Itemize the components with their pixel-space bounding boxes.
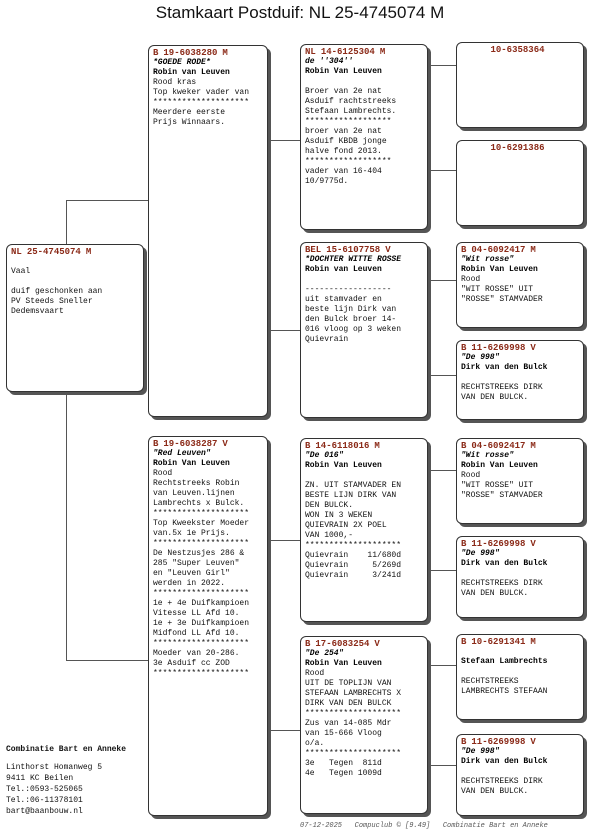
connector	[428, 375, 456, 376]
pigeon-name: *DOCHTER WITTE ROSSE	[305, 255, 402, 264]
pigeon-notes: RECHTSTREEKS DIRK VAN DEN BULCK.	[461, 383, 543, 402]
great-grandparent-card[interactable]	[456, 734, 584, 816]
pigeon-owner: Robin Van Leuven	[305, 461, 382, 470]
pigeon-owner: Dirk van den Bulck	[461, 363, 548, 372]
connector	[428, 665, 456, 666]
pigeon-notes: ------------------ uit stamvader en beste lijn Dirk van den Bulck broer 14- 016 vloog op 3 weken Quievrain	[305, 285, 402, 344]
breeder-street: Linthorst Homanweg 5	[6, 763, 103, 772]
pigeon-owner: Robin Van Leuven	[305, 67, 382, 76]
sire-sire-card[interactable]	[300, 44, 428, 230]
connector	[268, 540, 300, 541]
ring-header: BEL 15-6107758 V	[305, 245, 391, 255]
pigeon-owner: Robin van Leuven	[305, 265, 382, 274]
ring-header: B 11-6269998 V	[461, 539, 536, 549]
breeder-city: 9411 KC Beilen	[6, 774, 74, 783]
pigeon-notes: Broer van 2e nat Asduif rachtstreeks Stefaan Lambrechts. ****************** broer van 2e nat Asduif KBDB jonge halve fond 2013. ****************** vader van 16-404 10/9775d.	[305, 87, 397, 186]
connector	[268, 730, 300, 731]
ring-header: B 11-6269998 V	[461, 737, 536, 747]
footer-owner: Combinatie Bart en Anneke	[442, 822, 548, 830]
print-date: 07-12-2025	[300, 822, 343, 830]
ring-header: B 10-6291341 M	[461, 637, 536, 647]
pigeon-name: *GOEDE RODE*	[153, 58, 211, 67]
breeder-phone: Tel.:0593-525065	[6, 785, 83, 794]
pigeon-name: "Wit rosse"	[461, 255, 514, 264]
great-grandparent-card[interactable]	[456, 536, 584, 618]
pigeon-owner: Dirk van den Bulck	[461, 757, 548, 766]
pigeon-owner: Robin Van Leuven	[461, 265, 538, 274]
pigeon-notes: Rood kras Top kweker vader van ******************** Meerdere eerste Prijs Winnaars.	[153, 78, 250, 127]
pigeon-name: de ''304''	[305, 57, 354, 66]
connector	[66, 200, 67, 245]
page-title: Stamkaart Postduif: NL 25-4745074 M	[155, 3, 445, 22]
great-grandparent-card[interactable]	[456, 634, 584, 720]
connector	[268, 330, 300, 331]
pigeon-name: "De 998"	[461, 747, 500, 756]
main-pigeon-card[interactable]	[6, 244, 144, 392]
breeder-info	[6, 744, 126, 817]
connector	[268, 140, 300, 141]
ring-header: B 17-6083254 V	[305, 639, 380, 649]
connector	[428, 280, 456, 281]
dam-dam-card[interactable]	[300, 636, 428, 814]
print-footer	[300, 822, 548, 830]
pigeon-owner: Stefaan Lambrechts	[461, 657, 548, 666]
great-grandparent-card[interactable]	[456, 42, 584, 128]
pigeon-name: "De 998"	[461, 549, 500, 558]
pigeon-notes: ZN. UIT STAMVADER EN BESTE LIJN DIRK VAN DEN BULCK. WON IN 3 WEKEN QUIEVRAIN 2X POEL VAN 1000,- ******************** Quievrain 11/680d Quievrain 5/269d Quievrain 3/241d	[305, 481, 402, 580]
dam-sire-card[interactable]	[300, 438, 428, 622]
software-credit: Compuclub © [9.49]	[354, 822, 431, 830]
dam-card[interactable]	[148, 436, 268, 816]
connector	[66, 390, 67, 660]
great-grandparent-card[interactable]	[456, 340, 584, 420]
ring-header: B 14-6118016 M	[305, 441, 380, 451]
pigeon-notes: RECHTSTREEKS DIRK VAN DEN BULCK.	[461, 579, 543, 598]
connector	[428, 65, 456, 66]
pigeon-owner: Robin Van Leuven	[153, 459, 230, 468]
great-grandparent-card[interactable]	[456, 242, 584, 328]
connector	[428, 765, 456, 766]
connector	[66, 660, 148, 661]
pigeon-owner: Dirk van den Bulck	[461, 559, 548, 568]
pigeon-notes: Rood "WIT ROSSE" UIT "ROSSE" STAMVADER	[461, 275, 543, 304]
connector	[428, 470, 456, 471]
pigeon-notes: RECHTSTREEKS LAMBRECHTS STEFAAN	[461, 677, 548, 696]
pigeon-owner: Robin Van Leuven	[461, 461, 538, 470]
great-grandparent-card[interactable]	[456, 140, 584, 226]
connector	[428, 170, 456, 171]
pigeon-name: "De 254"	[305, 649, 344, 658]
pigeon-name: "Red Leuven"	[153, 449, 211, 458]
pigeon-notes: Rood Rechtstreeks Robin van Leuven.lijnen Lambrechts x Bulck. ******************** Top Kweekster Moeder van.5x 1e Prijs. ******************** De Nestzusjes 286 & 285 "Super Leuven" en "Leuven Girl" werden in 2022. ******************** 1e + 4e Duifkampioen Vitesse LL Afd 10. 1e + 3e Duifkampioen Midfond LL Afd 10. ******************** Moeder van 20-286. 3e Asduif cc ZOD ********************	[153, 469, 250, 678]
ring-header: B 19-6038287 V	[153, 439, 228, 449]
ring-header: NL 25-4745074 M	[11, 247, 92, 257]
connector	[428, 570, 456, 571]
ring-header: B 04-6092417 M	[461, 245, 536, 255]
pigeon-name: "Wit rosse"	[461, 451, 514, 460]
pigeon-notes: RECHTSTREEKS DIRK VAN DEN BULCK.	[461, 777, 543, 796]
pigeon-owner: Robin van Leuven	[153, 68, 230, 77]
breeder-mobile: Tel.:06-11378101	[6, 796, 83, 805]
ring-header: 10-6291386	[490, 143, 545, 153]
pigeon-owner: Robin Van Leuven	[305, 659, 382, 668]
ring-header: B 19-6038280 M	[153, 48, 228, 58]
pigeon-name: "De 016"	[305, 451, 344, 460]
ring-header: B 04-6092417 M	[461, 441, 536, 451]
ring-header: B 11-6269998 V	[461, 343, 536, 353]
pigeon-notes: Rood "WIT ROSSE" UIT "ROSSE" STAMVADER	[461, 471, 543, 500]
pigeon-name: "De 998"	[461, 353, 500, 362]
pigeon-notes: Rood UIT DE TOPLIJN VAN STEFAAN LAMBRECHTS X DIRK VAN DEN BULCK ******************** Zus van 14-085 Mdr van 15-666 Vloog o/a. ******************** 3e Tegen 811d 4e Tegen 1009d	[305, 669, 402, 778]
ring-header: 10-6358364	[490, 45, 545, 55]
ring-header: NL 14-6125304 M	[305, 47, 386, 57]
pigeon-notes: Vaal duif geschonken aan PV Steeds Sneller Dedemsvaart	[11, 267, 103, 316]
great-grandparent-card[interactable]	[456, 438, 584, 524]
breeder-name: Combinatie Bart en Anneke	[6, 745, 127, 754]
breeder-email[interactable]: bart@baanbouw.nl	[6, 807, 83, 816]
sire-card[interactable]	[148, 45, 268, 417]
connector	[66, 200, 148, 201]
sire-dam-card[interactable]	[300, 242, 428, 418]
